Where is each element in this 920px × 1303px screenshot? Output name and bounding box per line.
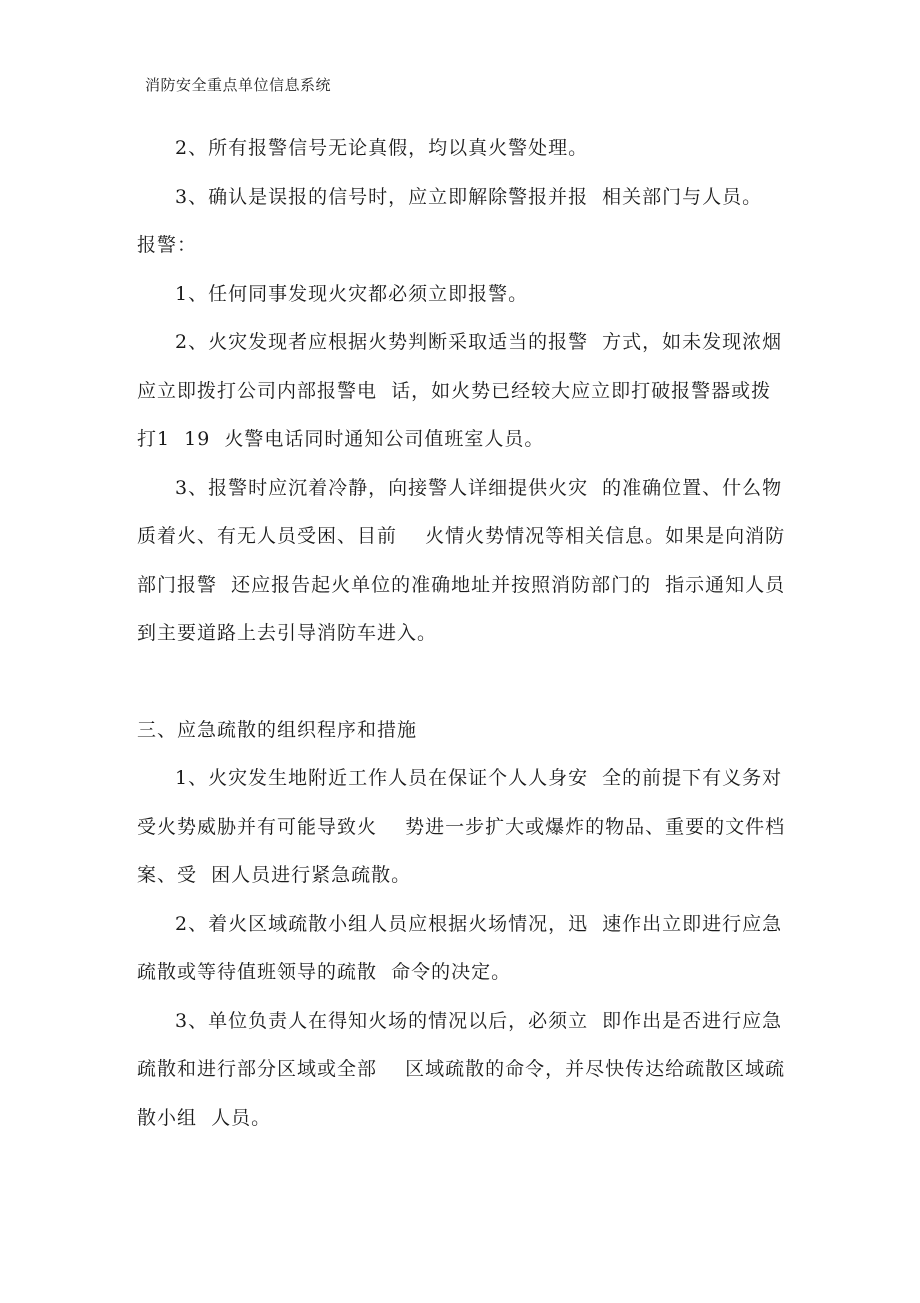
section-heading-evacuation: 三、应急疏散的组织程序和措施 bbox=[137, 718, 418, 741]
section-spacer bbox=[137, 658, 787, 706]
paragraph-alarm-details: 3、报警时应沉着冷静，向接警人详细提供火灾 的准确位置、什么物质着火、有无人员受困、目前 火情火势情况等相关信息。如果是向消防部门报警 还应报告起火单位的准确地址并按照消防部门的 指示通知人员到主要道路上去引导消防车进入。 bbox=[137, 476, 786, 644]
paragraph-evacuation-nearby: 1、火灾发生地附近工作人员在保证个人人身安 全的前提下有义务对受火势威胁并有可能导致火 势进一步扩大或爆炸的物品、重要的文件档案、受 困人员进行紧急疏散。 bbox=[137, 767, 786, 886]
paragraph-evacuation-team: 2、着火区域疏散小组人员应根据火场情况，迅 速作出立即进行应急疏散或等待值班领导的疏散 命令的决定。 bbox=[137, 912, 783, 983]
paragraph-false-alarm: 3、确认是误报的信号时，应立即解除警报并报 相关部门与人员。 bbox=[175, 185, 763, 208]
paragraph-alarm-handling: 2、所有报警信号无论真假，均以真火警处理。 bbox=[175, 137, 589, 159]
section-heading-alarm: 报警： bbox=[137, 234, 198, 256]
page-header-title: 消防安全重点单位信息系统 bbox=[145, 76, 332, 94]
paragraph-report-fire: 1、任何同事发现火灾都必须立即报警。 bbox=[175, 282, 529, 305]
paragraph-evacuation-order: 3、单位负责人在得知火场的情况以后，必须立 即作出是否进行应急疏散和进行部分区域或全部 区域疏散的命令，并尽快传达给疏散区域疏散小组 人员。 bbox=[137, 1009, 786, 1129]
paragraph-alarm-method: 2、火灾发现者应根据火势判断采取适当的报警 方式，如未发现浓烟应立即拨打公司内部报警电 话，如火势已经较大应立即打破报警器或拨打1 19 火警电话同时通知公司值班室人员。 bbox=[137, 331, 783, 450]
document-body bbox=[137, 124, 787, 1142]
